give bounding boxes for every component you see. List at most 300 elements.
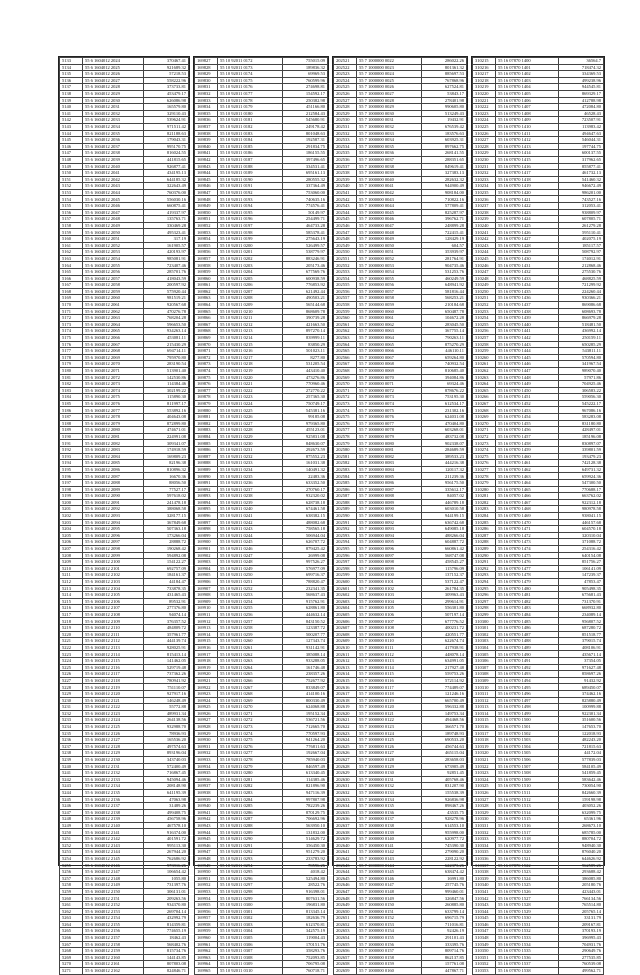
- row-code-cell: 55 16 07870 1400: [496, 58, 559, 65]
- row-amount-cell: 608693.78: [559, 308, 604, 315]
- row-amount-cell: 559753.26: [422, 671, 467, 678]
- row-amount-cell: 622674.74: [422, 638, 467, 645]
- row-amount-cell: 122018.93: [559, 730, 604, 737]
- table-row: [60, 829, 189, 836]
- row-amount-cell: 224991.08: [144, 433, 189, 440]
- row-code-cell: 55 7 1000000 0119: [357, 697, 422, 704]
- row-id-cell: 169892: [195, 486, 218, 493]
- row-code-cell: 55 6 1604012 2047: [83, 209, 144, 216]
- row-amount-cell: 674461.58: [283, 506, 328, 513]
- row-amount-cell: 275643.19: [283, 236, 328, 243]
- row-amount-cell: 583642.46: [559, 776, 604, 783]
- row-code-cell: 55 6 1604012 2123: [83, 710, 144, 717]
- row-code-cell: 55 7 1000000 0096: [357, 545, 422, 552]
- row-id-cell: 5201: [60, 506, 83, 513]
- row-amount-cell: 196831.80: [283, 902, 328, 909]
- row-id-cell: 5234: [60, 723, 83, 730]
- row-id-cell: 202574: [334, 407, 357, 414]
- row-id-cell: 5230: [60, 697, 83, 704]
- row-id-cell: 310257: [473, 334, 496, 341]
- row-amount-cell: 807803.08: [144, 961, 189, 968]
- table-row: [334, 321, 467, 328]
- table-row: [334, 480, 467, 487]
- row-amount-cell: 28522.76: [283, 882, 328, 889]
- row-amount-cell: 461732.13: [559, 170, 604, 177]
- row-code-cell: 55 10 92011 0209: [218, 301, 283, 308]
- row-code-cell: 55 10 92011 0205: [218, 275, 283, 282]
- row-amount-cell: 441815.65: [144, 156, 189, 163]
- row-amount-cell: 44184.47: [144, 578, 189, 585]
- table-row: [473, 526, 604, 533]
- row-code-cell: 55 10 92011 0183: [218, 130, 283, 137]
- row-code-cell: 55 7 1000000 0074: [357, 400, 422, 407]
- row-id-cell: 310273: [473, 440, 496, 447]
- row-id-cell: 202597: [334, 559, 357, 566]
- row-id-cell: 202524: [334, 77, 357, 84]
- row-code-cell: 55 7 1000000 0033: [357, 130, 422, 137]
- table-row: [334, 216, 467, 223]
- table-row: [195, 315, 328, 322]
- row-amount-cell: 131832.00: [283, 829, 328, 836]
- row-amount-cell: 760718.71: [283, 967, 328, 974]
- row-id-cell: 5168: [60, 288, 83, 295]
- row-amount-cell: 497574.63: [144, 743, 189, 750]
- row-code-cell: 55 10 92011 0256: [218, 611, 283, 618]
- row-amount-cell: 831180.80: [559, 420, 604, 427]
- row-code-cell: 55 6 1604012 2080: [83, 427, 144, 434]
- row-id-cell: 310310: [473, 684, 496, 691]
- row-code-cell: 55 6 1604012 2158: [83, 941, 144, 948]
- row-code-cell: 55 10 92011 0220: [218, 374, 283, 381]
- table-row: [195, 249, 328, 256]
- row-amount-cell: 217927.48: [422, 664, 467, 671]
- table-row: [473, 203, 604, 210]
- row-id-cell: 169907: [195, 585, 218, 592]
- row-id-cell: 202611: [334, 651, 357, 658]
- row-code-cell: 55 10 92011 0193: [218, 196, 283, 203]
- row-id-cell: 169846: [195, 183, 218, 190]
- row-amount-cell: 147653.70: [559, 723, 604, 730]
- row-code-cell: 55 10 92011 0230: [218, 440, 283, 447]
- row-code-cell: 55 6 1604012 2089: [83, 486, 144, 493]
- table-row: [473, 585, 604, 592]
- table-row: [195, 117, 328, 124]
- table-row: [334, 209, 467, 216]
- row-amount-cell: 944199.15: [422, 512, 467, 519]
- row-amount-cell: 730054.90: [559, 783, 604, 790]
- row-code-cell: 55 6 1604012 2075: [83, 394, 144, 401]
- row-code-cell: 55 7 1000000 0057: [357, 288, 422, 295]
- row-id-cell: 202623: [334, 730, 357, 737]
- row-amount-cell: 627524.81: [422, 84, 467, 91]
- row-id-cell: 169897: [195, 519, 218, 526]
- row-id-cell: 310312: [473, 697, 496, 704]
- table-row: [60, 466, 189, 473]
- row-amount-cell: 928278.96: [422, 816, 467, 823]
- row-id-cell: 202565: [334, 348, 357, 355]
- table-row: [334, 532, 467, 539]
- row-amount-cell: 858697.26: [559, 671, 604, 678]
- row-code-cell: 55 6 1604012 2083: [83, 447, 144, 454]
- row-code-cell: 55 6 1604012 2138: [83, 809, 144, 816]
- table-row: [334, 902, 467, 909]
- table-row: [195, 908, 328, 915]
- row-code-cell: 55 16 07870 1527: [496, 895, 559, 902]
- row-code-cell: 55 6 1604012 2136: [83, 796, 144, 803]
- row-id-cell: 310250: [473, 288, 496, 295]
- row-amount-cell: 8277.80: [283, 354, 328, 361]
- row-amount-cell: 971627.48: [559, 664, 604, 671]
- table-row: [334, 545, 467, 552]
- row-amount-cell: 278401.98: [422, 97, 467, 104]
- table-row: [473, 137, 604, 144]
- table-row: [60, 691, 189, 698]
- row-code-cell: 55 10 92011 0199: [218, 236, 283, 243]
- row-code-cell: 55 16 07870 1497: [496, 697, 559, 704]
- row-amount-cell: 621492.44: [283, 288, 328, 295]
- row-code-cell: 55 16 07870 1471: [496, 526, 559, 533]
- row-id-cell: 5252: [60, 842, 83, 849]
- table-row: [473, 948, 604, 955]
- row-id-cell: 310278: [473, 473, 496, 480]
- row-id-cell: 202621: [334, 717, 357, 724]
- table-row: [334, 341, 467, 348]
- table-row: [195, 64, 328, 71]
- row-amount-cell: 604887.72: [422, 539, 467, 546]
- row-code-cell: 55 6 1604012 2024: [83, 58, 144, 65]
- row-amount-cell: 405768.46: [422, 776, 467, 783]
- row-code-cell: 55 16 07870 1455: [496, 420, 559, 427]
- table-row: [195, 961, 328, 968]
- row-code-cell: 55 16 07870 1418: [496, 176, 559, 183]
- row-code-cell: 55 16 07870 1425: [496, 222, 559, 229]
- row-amount-cell: 612534.17: [422, 400, 467, 407]
- table-row: [60, 869, 189, 876]
- row-code-cell: 55 16 07870 1410: [496, 123, 559, 130]
- row-id-cell: 169868: [195, 328, 218, 335]
- row-id-cell: 169827: [195, 58, 218, 65]
- row-amount-cell: 922312.18: [559, 499, 604, 506]
- table-row: [195, 236, 328, 243]
- table-row: [195, 598, 328, 605]
- row-code-cell: 55 7 1000000 0150: [357, 902, 422, 909]
- row-code-cell: 55 7 1000000 0090: [357, 506, 422, 513]
- row-id-cell: 5191: [60, 440, 83, 447]
- row-amount-cell: 833849.07: [283, 684, 328, 691]
- row-amount-cell: 264138.56: [144, 717, 189, 724]
- row-id-cell: 202533: [334, 137, 357, 144]
- table-row: [473, 598, 604, 605]
- row-amount-cell: 334531.41: [283, 163, 328, 170]
- row-code-cell: 55 16 07870 1402: [496, 71, 559, 78]
- row-id-cell: 202559: [334, 308, 357, 315]
- row-amount-cell: 932988.70: [144, 723, 189, 730]
- row-code-cell: 55 6 1604012 2135: [83, 789, 144, 796]
- table-row: [334, 130, 467, 137]
- row-code-cell: 55 16 07870 1447: [496, 367, 559, 374]
- row-code-cell: 55 7 1000000 0141: [357, 842, 422, 849]
- row-code-cell: 55 10 92011 0200: [218, 242, 283, 249]
- row-id-cell: 169831: [195, 84, 218, 91]
- table-row: [60, 183, 189, 190]
- row-id-cell: 5173: [60, 321, 83, 328]
- row-amount-cell: 985081.91: [144, 255, 189, 262]
- row-amount-cell: 956175.50: [422, 480, 467, 487]
- table-row: [334, 394, 467, 401]
- table-row: [60, 638, 189, 645]
- row-id-cell: 310253: [473, 308, 496, 315]
- row-id-cell: 5219: [60, 625, 83, 632]
- row-code-cell: 55 10 92011 0277: [218, 750, 283, 757]
- row-code-cell: 55 16 07870 1480: [496, 585, 559, 592]
- row-id-cell: 310230: [473, 156, 496, 163]
- row-amount-cell: 545680.91: [283, 117, 328, 124]
- row-code-cell: 55 7 1000000 0157: [357, 948, 422, 955]
- row-amount-cell: 815413.14: [144, 651, 189, 658]
- row-id-cell: 310295: [473, 585, 496, 592]
- table-row: [195, 954, 328, 961]
- table-row: [334, 559, 467, 566]
- table-row: [60, 644, 189, 651]
- row-code-cell: 55 6 1604012 2031: [83, 104, 144, 111]
- row-code-cell: 55 7 1000000 0148: [357, 888, 422, 895]
- row-code-cell: 55 16 07870 1503: [496, 737, 559, 744]
- row-amount-cell: 467578.10: [144, 822, 189, 829]
- row-id-cell: 310245: [473, 255, 496, 262]
- row-id-cell: 5161: [60, 242, 83, 249]
- row-amount-cell: 687280.72: [559, 625, 604, 632]
- row-id-cell: 5192: [60, 447, 83, 454]
- row-code-cell: 55 6 1604012 2035: [83, 130, 144, 137]
- row-id-cell: 169962: [195, 948, 218, 955]
- row-code-cell: 55 6 1604012 2128: [83, 743, 144, 750]
- table-row: [195, 638, 328, 645]
- row-amount-cell: 660875.41: [144, 203, 189, 210]
- row-id-cell: 5269: [60, 954, 83, 961]
- table-row: [473, 301, 604, 308]
- row-amount-cell: 883246.91: [283, 255, 328, 262]
- row-id-cell: 202640: [334, 842, 357, 849]
- row-id-cell: 169858: [195, 262, 218, 269]
- row-code-cell: 55 16 07870 1495: [496, 684, 559, 691]
- table-row: [334, 466, 467, 473]
- table-row: [195, 222, 328, 229]
- table-row: [334, 512, 467, 519]
- table-row: [60, 447, 189, 454]
- row-amount-cell: 370467.41: [144, 58, 189, 65]
- row-amount-cell: 776853.92: [283, 282, 328, 289]
- row-code-cell: 55 7 1000000 0081: [357, 447, 422, 454]
- table-row: [60, 170, 189, 177]
- row-amount-cell: 933288.05: [283, 658, 328, 665]
- row-code-cell: 55 6 1604012 2084: [83, 453, 144, 460]
- table-row: [334, 730, 467, 737]
- table-row: [195, 512, 328, 519]
- row-amount-cell: 47063.98: [144, 796, 189, 803]
- row-amount-cell: 19432.91: [422, 117, 467, 124]
- row-code-cell: 55 16 07870 1431: [496, 262, 559, 269]
- row-amount-cell: 417938.91: [422, 644, 467, 651]
- row-id-cell: 202654: [334, 934, 357, 941]
- row-id-cell: 169941: [195, 809, 218, 816]
- row-id-cell: 5240: [60, 763, 83, 770]
- row-code-cell: 55 10 92011 0307: [218, 948, 283, 955]
- row-amount-cell: 641195.39: [144, 789, 189, 796]
- row-code-cell: 55 7 1000000 0061: [357, 315, 422, 322]
- table-row: [195, 625, 328, 632]
- row-code-cell: 55 16 07870 1430: [496, 255, 559, 262]
- table-row: [60, 321, 189, 328]
- table-row: [473, 651, 604, 658]
- row-id-cell: 169949: [195, 862, 218, 869]
- row-code-cell: 55 6 1604012 2073: [83, 381, 144, 388]
- table-row: [473, 189, 604, 196]
- row-amount-cell: 189836.32: [283, 64, 328, 71]
- table-row: [334, 539, 467, 546]
- table-row: [60, 58, 189, 65]
- table-row: [473, 255, 604, 262]
- row-code-cell: 55 6 1604012 2038: [83, 150, 144, 157]
- row-id-cell: 5217: [60, 611, 83, 618]
- row-id-cell: 310311: [473, 691, 496, 698]
- row-code-cell: 55 16 07870 1483: [496, 605, 559, 612]
- row-amount-cell: 65361.96: [559, 816, 604, 823]
- row-amount-cell: 120117.32: [422, 466, 467, 473]
- row-code-cell: 55 6 1604012 2063: [83, 315, 144, 322]
- table-row: [60, 902, 189, 909]
- row-id-cell: 169899: [195, 532, 218, 539]
- row-code-cell: 55 7 1000000 0052: [357, 255, 422, 262]
- row-id-cell: 169965: [195, 967, 218, 974]
- row-code-cell: 55 10 92011 0278: [218, 756, 283, 763]
- row-amount-cell: 389533.23: [422, 453, 467, 460]
- table-row: [334, 71, 467, 78]
- table-row: [195, 730, 328, 737]
- row-id-cell: 310345: [473, 915, 496, 922]
- row-code-cell: 55 16 07870 1533: [496, 934, 559, 941]
- row-id-cell: 310234: [473, 183, 496, 190]
- row-id-cell: 310352: [473, 961, 496, 968]
- table-row: [473, 934, 604, 941]
- table-row: [473, 704, 604, 711]
- table-row: [195, 671, 328, 678]
- row-id-cell: 202573: [334, 400, 357, 407]
- row-id-cell: 202523: [334, 71, 357, 78]
- row-id-cell: 310246: [473, 262, 496, 269]
- row-amount-cell: 925831.08: [283, 433, 328, 440]
- table-row: [334, 888, 467, 895]
- row-code-cell: 55 7 1000000 0071: [357, 381, 422, 388]
- row-id-cell: 169882: [195, 420, 218, 427]
- row-amount-cell: 650487.78: [422, 308, 467, 315]
- row-amount-cell: 876040.20: [559, 849, 604, 856]
- row-id-cell: 5263: [60, 915, 83, 922]
- row-code-cell: 55 6 1604012 2119: [83, 684, 144, 691]
- row-id-cell: 169914: [195, 631, 218, 638]
- row-code-cell: 55 16 07870 1523: [496, 869, 559, 876]
- row-amount-cell: 905498.35: [559, 585, 604, 592]
- table-row: [334, 948, 467, 955]
- row-code-cell: 55 10 92011 0215: [218, 341, 283, 348]
- row-code-cell: 55 16 07870 1403: [496, 77, 559, 84]
- row-amount-cell: 638382.15: [283, 512, 328, 519]
- table-row: [60, 414, 189, 421]
- table-row: [60, 242, 189, 249]
- table-row: [195, 948, 328, 955]
- table-row: [195, 618, 328, 625]
- table-row: [334, 123, 467, 130]
- row-id-cell: 202539: [334, 176, 357, 183]
- row-id-cell: 202624: [334, 737, 357, 744]
- row-amount-cell: 723407.46: [144, 262, 189, 269]
- table-row: [334, 618, 467, 625]
- table-row: [195, 723, 328, 730]
- row-amount-cell: 733878.35: [144, 585, 189, 592]
- row-amount-cell: 824846.71: [144, 967, 189, 974]
- table-row: [334, 789, 467, 796]
- row-id-cell: 310307: [473, 664, 496, 671]
- row-amount-cell: 499408.75: [144, 809, 189, 816]
- row-id-cell: 310349: [473, 941, 496, 948]
- row-id-cell: 202585: [334, 480, 357, 487]
- row-amount-cell: 624068.88: [283, 704, 328, 711]
- row-amount-cell: 782239.26: [283, 803, 328, 810]
- row-id-cell: 5213: [60, 585, 83, 592]
- table-row: [334, 572, 467, 579]
- row-code-cell: 55 10 92011 0309: [218, 961, 283, 968]
- row-id-cell: 5181: [60, 374, 83, 381]
- table-row: [60, 618, 189, 625]
- row-id-cell: 310303: [473, 638, 496, 645]
- row-amount-cell: 474671.01: [144, 427, 189, 434]
- table-row: [473, 288, 604, 295]
- row-amount-cell: 292673.59: [283, 447, 328, 454]
- row-amount-cell: 514629.72: [283, 836, 328, 843]
- table-row: [473, 532, 604, 539]
- row-amount-cell: 306583.22: [559, 387, 604, 394]
- row-amount-cell: 501023.11: [283, 348, 328, 355]
- row-id-cell: 202612: [334, 658, 357, 665]
- table-row: [60, 150, 189, 157]
- row-id-cell: 5256: [60, 869, 83, 876]
- table-row: [195, 414, 328, 421]
- row-code-cell: 55 7 1000000 0089: [357, 499, 422, 506]
- row-id-cell: 310215: [473, 58, 496, 65]
- row-code-cell: 55 7 1000000 0075: [357, 407, 422, 414]
- table-row: [473, 664, 604, 671]
- row-id-cell: 310296: [473, 592, 496, 599]
- row-code-cell: 55 16 07870 1474: [496, 545, 559, 552]
- row-code-cell: 55 6 1604012 2054: [83, 255, 144, 262]
- row-id-cell: 169878: [195, 394, 218, 401]
- table-row: [195, 176, 328, 183]
- row-id-cell: 5264: [60, 921, 83, 928]
- row-id-cell: 169945: [195, 836, 218, 843]
- row-code-cell: 55 10 92011 0272: [218, 717, 283, 724]
- row-code-cell: 55 10 92011 0253: [218, 592, 283, 599]
- row-code-cell: 55 7 1000000 0093: [357, 526, 422, 533]
- row-code-cell: 55 10 92011 0181: [218, 117, 283, 124]
- row-code-cell: 55 7 1000000 0063: [357, 328, 422, 335]
- row-code-cell: 55 7 1000000 0029: [357, 104, 422, 111]
- row-amount-cell: 82196.38: [144, 460, 189, 467]
- row-id-cell: 169888: [195, 460, 218, 467]
- row-amount-cell: 421663.50: [283, 321, 328, 328]
- row-id-cell: 310322: [473, 763, 496, 770]
- row-code-cell: 55 6 1604012 2141: [83, 829, 144, 836]
- table-row: [473, 328, 604, 335]
- row-id-cell: 310277: [473, 466, 496, 473]
